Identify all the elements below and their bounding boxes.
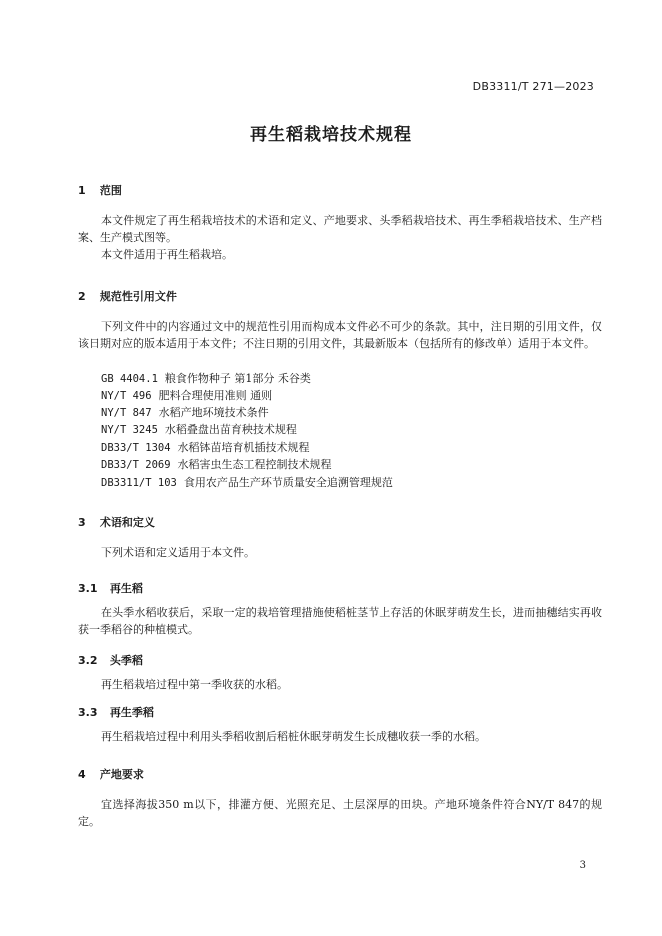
section-title: 术语和定义 <box>99 516 155 529</box>
term-definition: 再生稻栽培过程中第一季收获的水稻。 <box>101 678 288 691</box>
reference-code: DB3311/T 103 <box>101 477 177 489</box>
paragraph: 宜选择海拔350 m以下，排灌方便、光照充足、土层深厚的田块。产地环境条件符合NY/T 847的规定。 <box>78 798 602 828</box>
reference-item <box>101 370 311 388</box>
section-title: 范围 <box>99 184 122 197</box>
reference-item <box>101 456 332 474</box>
reference-item <box>101 421 297 439</box>
reference-item <box>101 404 269 422</box>
document-title: 再生稻栽培技术规程 <box>250 125 412 145</box>
term-number: 3.3 <box>78 706 98 719</box>
reference-code: GB 4404.1 <box>101 373 158 385</box>
reference-name: 水稻害虫生态工程控制技术规程 <box>177 458 332 471</box>
term-definition: 再生稻栽培过程中利用头季稻收割后稻桩休眠芽萌发生长成穗收获一季的水稻。 <box>101 730 486 743</box>
term-number: 3.2 <box>78 654 98 667</box>
section-heading-4 <box>78 766 144 782</box>
document-code: DB3311/T 271—2023 <box>472 80 594 93</box>
reference-item <box>101 439 310 457</box>
section-heading-1 <box>78 182 122 198</box>
reference-name: 食用农产品生产环节质量安全追溯管理规范 <box>183 476 393 489</box>
section-heading-2 <box>78 288 177 304</box>
paragraph: 本文件规定了再生稻栽培技术的术语和定义、产地要求、头季稻栽培技术、再生季稻栽培技术、生产档案、生产模式图等。 <box>78 214 602 244</box>
section-number: 1 <box>78 184 86 197</box>
reference-code: NY/T 3245 <box>101 424 158 436</box>
reference-code: NY/T 496 <box>101 390 152 402</box>
term-heading-3-2 <box>78 652 143 668</box>
reference-code: NY/T 847 <box>101 407 152 419</box>
section-title: 规范性引用文件 <box>99 290 177 303</box>
section-heading-3 <box>78 514 155 530</box>
term-heading-3-3 <box>78 704 154 720</box>
paragraph: 下列文件中的内容通过文中的规范性引用而构成本文件必不可少的条款。其中，注日期的引用文件，仅该日期对应的版本适用于本文件；不注日期的引用文件，其最新版本（包括所有的修改单）适用于本文件。 <box>78 320 602 350</box>
reference-name: 水稻产地环境技术条件 <box>158 406 269 419</box>
reference-name: 肥料合理使用准则 通则 <box>158 389 273 402</box>
term-title: 头季稻 <box>109 654 143 667</box>
reference-name: 水稻叠盘出苗育秧技术规程 <box>164 423 297 436</box>
paragraph: 下列术语和定义适用于本文件。 <box>101 546 255 559</box>
reference-code: DB33/T 2069 <box>101 459 171 471</box>
section-number: 4 <box>78 768 86 781</box>
paragraph: 本文件适用于再生稻栽培。 <box>101 248 233 261</box>
reference-code: DB33/T 1304 <box>101 442 171 454</box>
term-title: 再生季稻 <box>109 706 154 719</box>
section-number: 2 <box>78 290 86 303</box>
term-number: 3.1 <box>78 582 98 595</box>
reference-name: 粮食作物种子 第1部分 禾谷类 <box>164 372 311 385</box>
term-heading-3-1 <box>78 580 143 596</box>
section-title: 产地要求 <box>99 768 144 781</box>
reference-name: 水稻钵苗培育机插技术规程 <box>177 441 310 454</box>
reference-item <box>101 474 393 492</box>
page-number: 3 <box>579 860 586 871</box>
term-title: 再生稻 <box>109 582 143 595</box>
section-number: 3 <box>78 516 86 529</box>
reference-item <box>101 387 272 405</box>
term-definition: 在头季水稻收获后，采取一定的栽培管理措施使稻桩茎节上存活的休眠芽萌发生长，进而抽穗结实再收获一季稻谷的种植模式。 <box>78 606 602 636</box>
